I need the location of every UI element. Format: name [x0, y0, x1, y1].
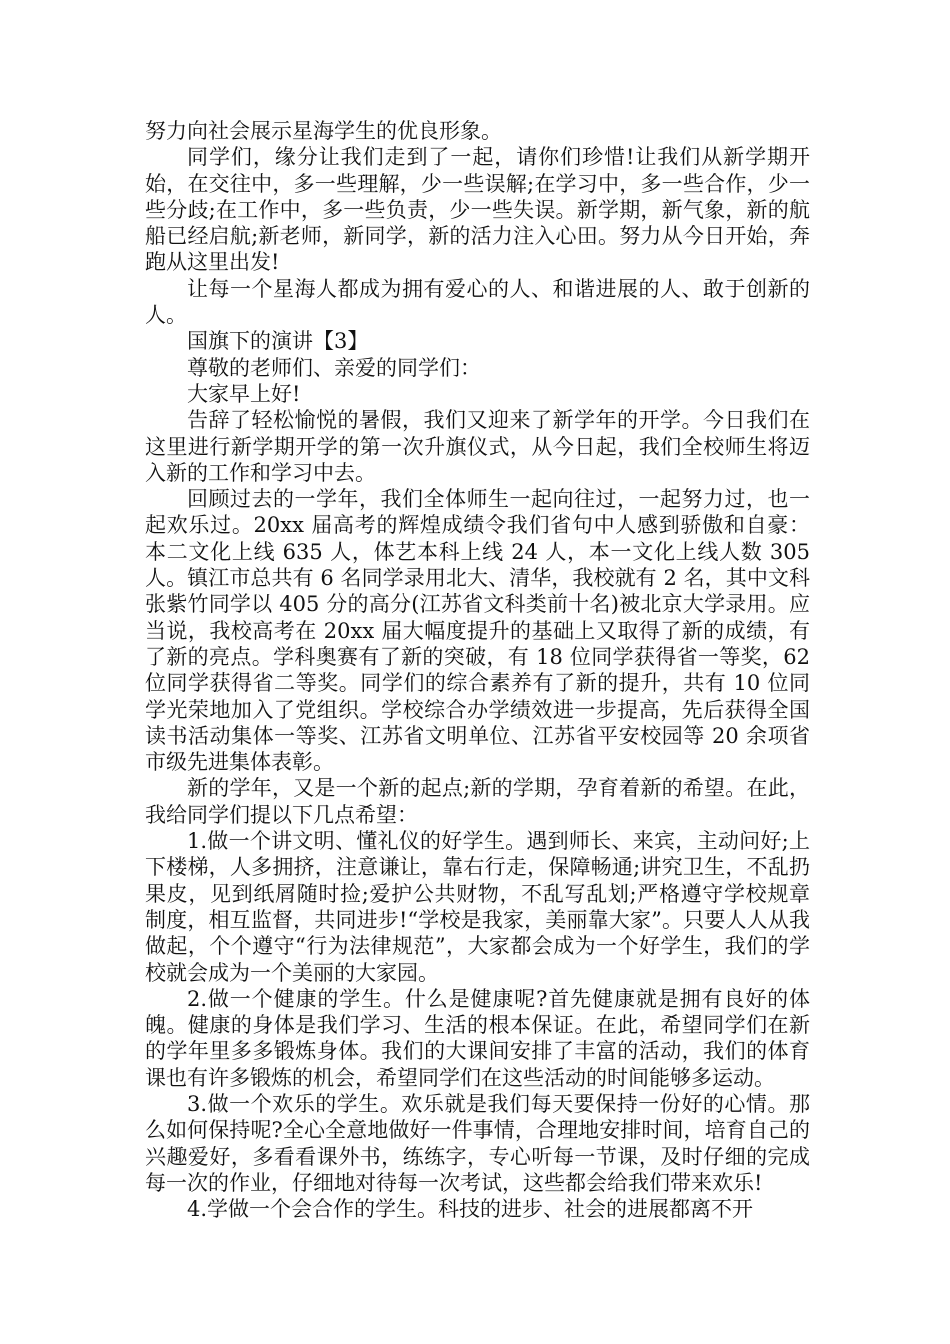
paragraph-hope-1: 1.做一个讲文明、懂礼仪的好学生。遇到师长、来宾，主动问好;上下楼梯，人多拥挤，注意谦让，靠右行走，保障畅通;讲究卫生，不乱扔果皮，见到纸屑随时捡;爱护公共财物，不乱写乱划;严格遵守学校规章制度，相互监督，共同进步!“学校是我家，美丽靠大家”。只要人人从我做起，个个遵守“行为法律规范”，大家都会成为一个好学生，我们的学校就会成为一个美丽的大家园。	[145, 829, 810, 985]
paragraph-new-school-year: 告辞了轻松愉悦的暑假，我们又迎来了新学年的开学。今日我们在这里进行新学期开学的第一次升旗仪式，从今日起，我们全校师生将迈入新的工作和学习中去。	[145, 408, 810, 485]
document-body	[145, 118, 810, 1222]
paragraph-hope-2: 2.做一个健康的学生。什么是健康呢?首先健康就是拥有良好的体魄。健康的身体是我们学习、生活的根本保证。在此，希望同学们在新的学年里多多锻炼身体。我们的大课间安排了丰富的活动，我们的体育课也有许多锻炼的机会，希望同学们在这些活动的时间能够多运动。	[145, 986, 810, 1090]
paragraph-continuation: 努力向社会展示星海学生的优良形象。	[145, 119, 502, 143]
speech-greeting: 大家早上好!	[187, 381, 301, 406]
paragraph-every-xinghai-person: 让每一个星海人都成为拥有爱心的人、和谐进展的人、敢于创新的人。	[145, 276, 810, 328]
paragraph-hope-4: 4.学做一个会合作的学生。科技的进步、社会的进展都离不开	[187, 1197, 754, 1222]
paragraph-hope-3: 3.做一个欢乐的学生。欢乐就是我们每天要保持一份好的心情。那么如何保持呢?全心全意地做好一件事情，合理地安排时间，培育自己的兴趣爱好，多看看课外书，练练字，专心听每一节课，及时仔细的完成每一次的作业，仔细地对待每一次考试，这些都会给我们带来欢乐!	[145, 1091, 810, 1195]
speech-heading-3: 国旗下的演讲【3】	[187, 329, 369, 354]
speech-salutation: 尊敬的老师们、亲爱的同学们：	[187, 355, 481, 380]
paragraph-review-past-year: 回顾过去的一学年，我们全体师生一起向往过，一起努力过，也一起欢乐过。20xx 届高考的辉煌成绩令我们省句中人感到骄傲和自豪：本二文化上线 635 人，体艺本科上线 24 人，本一文化上线人数 305 人。镇江市总共有 6 名同学录用北大、清华，我校就有 2 名，其中文科张紫竹同学以 405 分的高分(江苏省文科类前十名)被北京大学录用。应当说，我校高考在 20xx 届大幅度提升的基础上又取得了新的成绩，有了新的亮点。学科奥赛有了新的突破，有 18 位同学获得省一等奖，62 位同学获得省二等奖。同学们的综合素养有了新的提升，共有 10 位同学光荣地加入了党组织。学校综合办学绩效进一步提高，先后获得全国读书活动集体一等奖、江苏省文明单位、江苏省平安校园等 20 余项省市级先进集体表彰。	[145, 487, 810, 775]
paragraph-hopes-intro: 新的学年，又是一个新的起点;新的学期，孕育着新的希望。在此，我给同学们提以下几点希望：	[145, 776, 810, 827]
paragraph-cherish-fate: 同学们，缘分让我们走到了一起，请你们珍惜!让我们从新学期开始，在交往中，多一些理解，少一些误解;在学习中，多一些合作，少一些分歧;在工作中，多一些负责，少一些失误。新学期，新气象，新的航船已经启航;新老师，新同学，新的活力注入心田。努力从今日开始，奔跑从这里出发!	[145, 145, 810, 275]
